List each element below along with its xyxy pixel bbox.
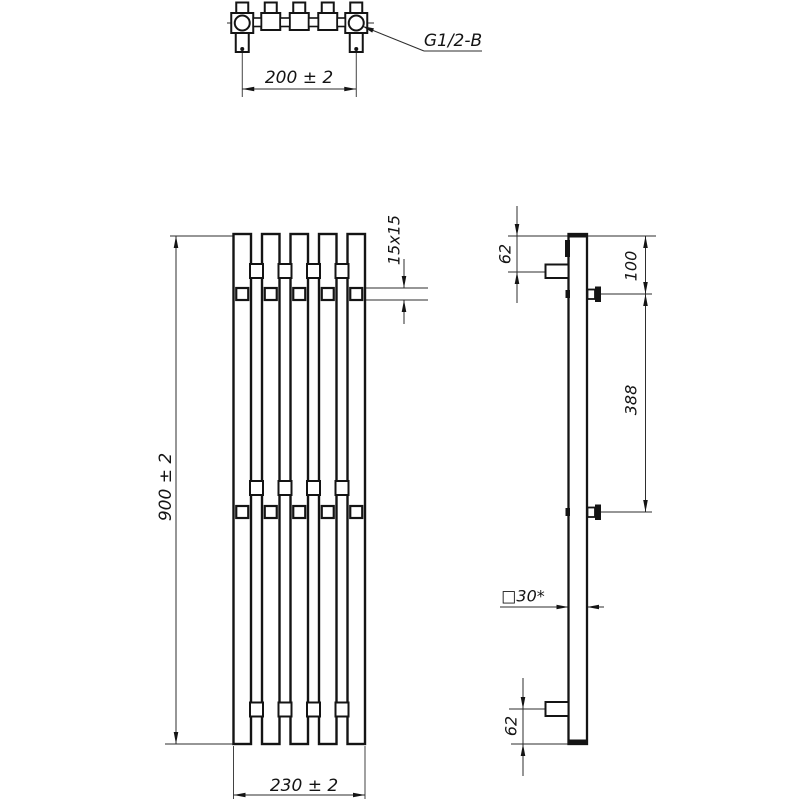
front-vertical-bar	[291, 234, 309, 744]
overall-width-label: 230 ± 2	[269, 776, 339, 796]
top-view-connector-tube	[309, 18, 319, 27]
side-bottom-cap	[568, 740, 589, 745]
top-view-tab	[350, 3, 362, 14]
front-bracket-square	[293, 506, 305, 518]
bracket-section-label: 15x15	[384, 214, 404, 266]
front-connector-tube	[307, 481, 320, 495]
front-connector-tube	[279, 481, 292, 495]
side-wall-stud	[588, 290, 596, 300]
overall-height-label: 900 ± 2	[156, 452, 176, 522]
bottom-offset-label: 62	[501, 715, 521, 737]
side-bracket-edge	[566, 508, 571, 516]
top-view-block	[290, 13, 309, 30]
front-connector-tube	[307, 703, 320, 717]
front-connector-tube	[250, 264, 263, 278]
front-bracket-square	[236, 506, 248, 518]
front-bracket-square	[322, 506, 334, 518]
top-view-block	[318, 13, 337, 30]
pitch-width-label: 200 ± 2	[264, 68, 334, 88]
front-bracket-square	[322, 288, 334, 300]
thread-type-label: G1/2-B	[423, 31, 483, 51]
top-offset-label: 62	[495, 243, 515, 265]
bracket-top-distance-label: 100	[621, 250, 641, 282]
front-bracket-square	[265, 288, 277, 300]
side-pipe-stub-top	[546, 265, 569, 279]
top-view-connector-tube	[280, 18, 290, 27]
front-connector-tube	[250, 481, 263, 495]
front-bracket-square	[293, 288, 305, 300]
front-bracket-square	[350, 288, 362, 300]
side-stud-flange	[595, 505, 601, 521]
side-front-tab	[565, 240, 570, 257]
side-bracket-edge	[566, 290, 571, 298]
front-connector-tube	[279, 703, 292, 717]
top-view-tab	[236, 3, 248, 14]
side-wall-stud	[588, 508, 596, 518]
front-vertical-bar	[262, 234, 280, 744]
front-connector-tube	[336, 481, 349, 495]
top-view-pipe-dot	[240, 47, 244, 51]
front-connector-tube	[336, 703, 349, 717]
top-view-connector-tube	[337, 18, 345, 27]
front-connector-tube	[250, 703, 263, 717]
top-view-pipe-dot	[354, 47, 358, 51]
front-connector-tube	[336, 264, 349, 278]
side-pipe-stub-bottom	[546, 702, 569, 716]
top-view-connector-tube	[253, 18, 261, 27]
side-stud-flange	[595, 287, 601, 303]
front-vertical-bar	[234, 234, 252, 744]
side-top-cap	[568, 234, 589, 238]
top-view-block	[261, 13, 280, 30]
front-vertical-bar	[319, 234, 337, 744]
front-bracket-square	[350, 506, 362, 518]
front-bracket-square	[236, 288, 248, 300]
top-view-tab	[322, 3, 334, 14]
bracket-spacing-label: 388	[621, 384, 641, 416]
front-vertical-bar	[348, 234, 366, 744]
top-view-tab	[265, 3, 277, 14]
profile-depth-label: □30*	[501, 586, 545, 606]
front-connector-tube	[279, 264, 292, 278]
side-profile	[569, 234, 588, 744]
front-bracket-square	[265, 506, 277, 518]
top-view-tab	[293, 3, 305, 14]
front-connector-tube	[307, 264, 320, 278]
